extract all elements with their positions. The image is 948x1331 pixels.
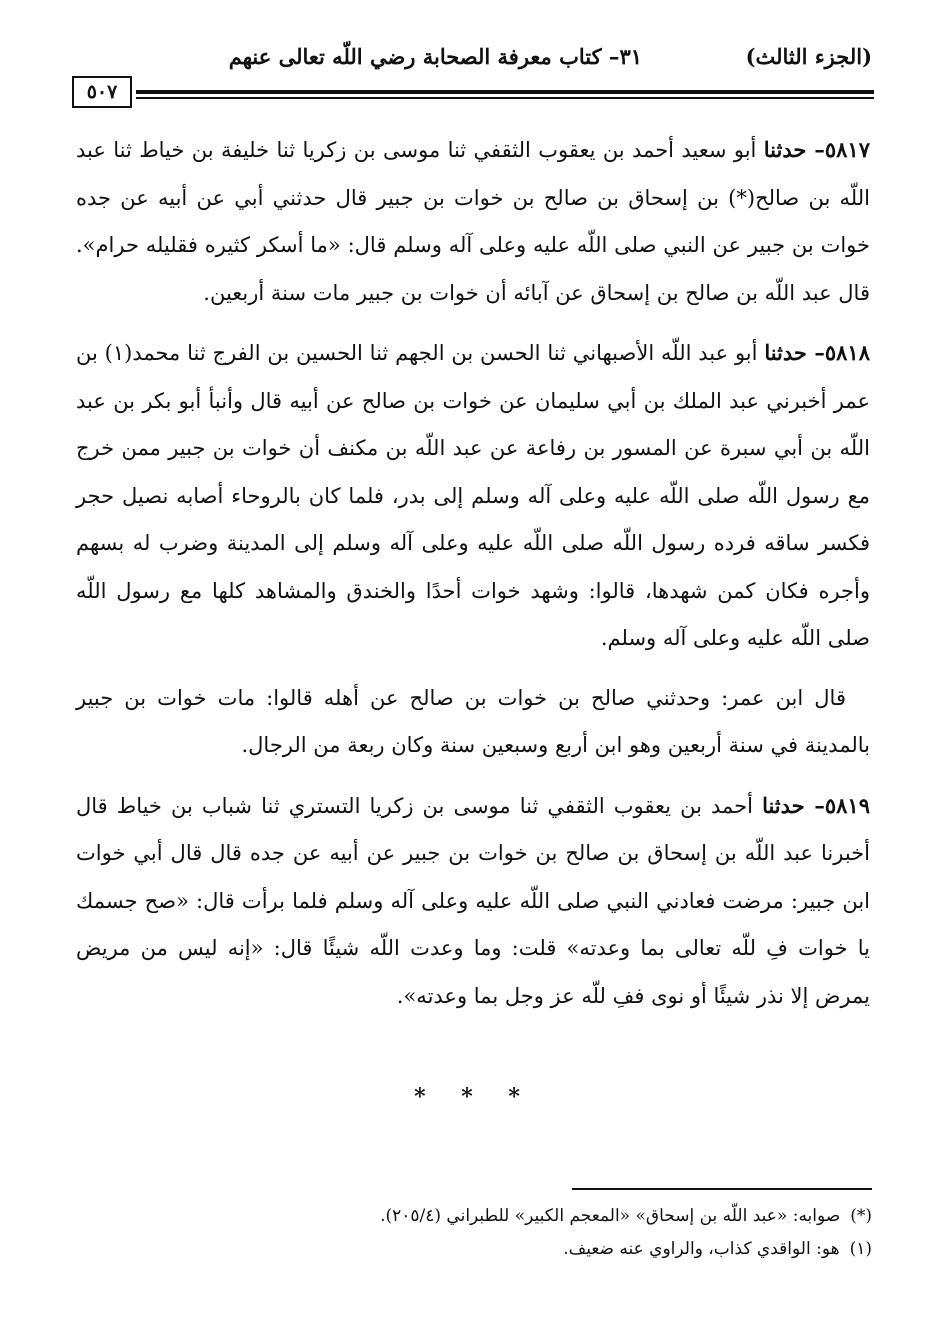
footnotes [200,1200,872,1266]
hadith-5818 [76,329,870,663]
hadith-number: ٥٨١٨– حدثنا [764,340,870,365]
narration-text: قال ابن عمر: وحدثني صالح بن خوات بن صالح عن أهله قالوا: مات خوات بن جبير بالمدينة في سنة أربعين وهو ابن أربع وسبعين سنة وكان ربعة من الرجال. [76,685,870,757]
hadith-text: أبو عبد اللّه الأصبهاني ثنا الحسن بن الجهم ثنا الحسين بن الفرج ثنا محمد(١) بن عمر أخبرني عبد الملك بن أبي سليمان عن خوات بن صالح عن أبيه قال وأنبأ أبو بكر بن عبد اللّه بن أبي سبرة عن المسور بن رفاعة عن عبد اللّه بن مكنف أن خوات بن جبير ممن خرج مع رسول اللّه صلى اللّه عليه وعلى آله وسلم إلى بدر، فلما كان بالروحاء أصابه نصيل حجر فكسر ساقه فرده رسول اللّه صلى اللّه عليه وعلى آله وسلم إلى المدينة وضرب له بسهم وأجره فكان كمن شهدها، قالوا: وشهد خوات أحدًا والخندق والمشاهد كلها مع رسول اللّه صلى اللّه عليه وعلى آله وسلم. [76,341,870,650]
hadith-number: ٥٨١٧– حدثنا [763,137,870,162]
footnote-star [200,1200,872,1233]
footnote-mark: (١) [849,1239,872,1259]
hadith-number: ٥٨١٩– حدثنا [762,792,870,818]
volume-label: (الجزء الثالث) [745,44,872,69]
footnote-one [200,1233,872,1266]
hadith-5817 [76,126,870,317]
running-header [70,40,872,80]
footnote-rule [572,1188,872,1190]
footnote-text: صوابه: «عبد اللّه بن إسحاق» «المعجم الكبير» للطبراني (٢٠٥/٤). [380,1206,841,1226]
narration-note [76,675,870,770]
page-number: ٥٠٧ [72,76,132,108]
header-rule-thick [136,90,874,94]
header-rule-thin [136,97,874,99]
chapter-title: ٣١– كتاب معرفة الصحابة رضي اللّه تعالى عنهم [228,44,642,69]
section-separator: * * * [414,1084,534,1110]
footnote-mark: (*) [850,1206,872,1226]
hadith-text: أبو سعيد أحمد بن يعقوب الثقفي ثنا موسى بن زكريا ثنا خليفة بن خياط ثنا عبد اللّه بن صالح(*) بن إسحاق بن صالح بن خوات بن جبير قال حدثني أبي عن أبيه عن جده خوات بن جبير عن النبي صلى اللّه عليه وعلى آله وسلم قال: «ما أسكر كثيره فقليله حرام». قال عبد اللّه بن صالح بن إسحاق عن آبائه أن خوات بن جبير مات سنة أربعين. [76,138,870,305]
hadith-text: أحمد بن يعقوب الثقفي ثنا موسى بن زكريا التستري ثنا شباب بن خياط قال أخبرنا عبد اللّه بن إسحاق بن صالح بن خوات بن جبير عن أبيه عن جده قال قال أبي خوات ابن جبير: مرضت فعادني النبي صلى اللّه عليه وعلى آله وسلم فلما برأت قال: «صح جسمك يا خوات فِ للّه تعالى بما وعدته» قلت: وما وعدت اللّه شيئًا قال: «إنه ليس من مريض يمرض إلا نذر شيئًا أو نوى ففِ للّه عز وجل بما وعدته». [76,793,870,1008]
footnote-text: هو: الواقدي كذاب، والراوي عنه ضعيف. [563,1239,840,1259]
hadith-5819 [76,782,870,1021]
main-text [76,126,870,1032]
